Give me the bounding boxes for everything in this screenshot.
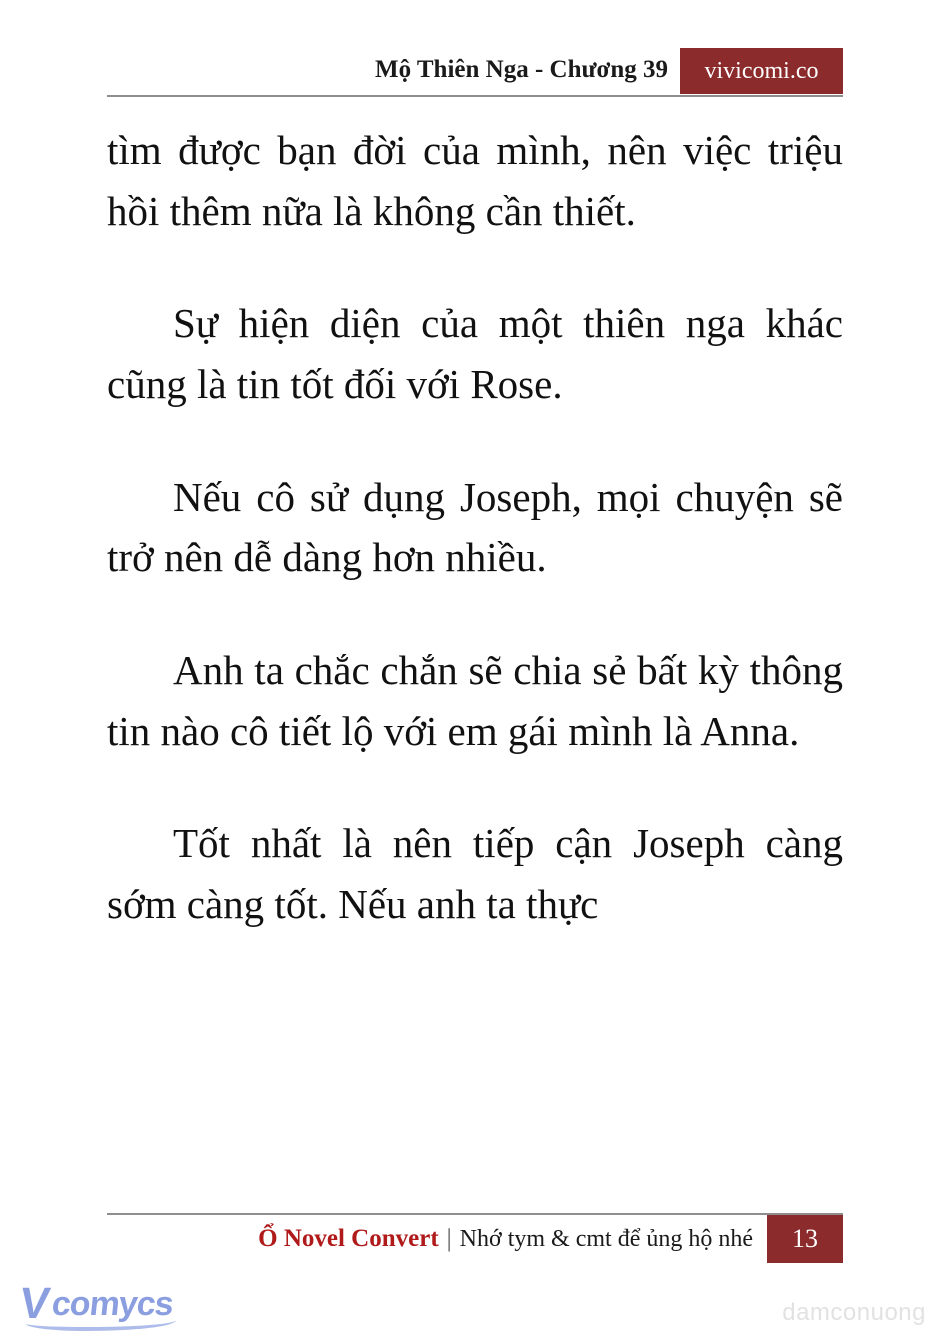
watermark-logo-mark: V <box>16 1279 53 1328</box>
watermark-swoosh-icon <box>26 1313 176 1331</box>
header-divider <box>107 95 843 97</box>
footer-brand: Ổ Novel Convert <box>258 1225 439 1252</box>
paragraph: Nếu cô sử dụng Joseph, mọi chuyện sẽ trở nên dễ dàng hơn nhiều. <box>107 473 843 581</box>
footer-note: Nhớ tym & cmt để ủng hộ nhé <box>459 1226 753 1252</box>
paragraph: Anh ta chắc chắn sẽ chia sẻ bất kỳ thông tin nào cô tiết lộ với em gái mình là Anna. <box>107 647 843 754</box>
page-content <box>107 120 843 935</box>
footer-separator: | <box>446 1225 452 1252</box>
watermark-logo <box>18 1273 198 1335</box>
paragraph: Sự hiện diện của một thiên nga khác cũng là tin tốt đối với Rose. <box>107 300 843 408</box>
paragraph: Tốt nhất là nên tiếp cận Joseph càng sớm càng tốt. Nếu anh ta thực <box>107 820 843 928</box>
chapter-title: Mộ Thiên Nga - Chương 39 <box>374 56 668 83</box>
page-header <box>107 48 843 96</box>
site-badge: vivicomi.co <box>680 48 843 94</box>
page-footer <box>107 1213 843 1267</box>
watermark-logo-text: comycs <box>50 1285 175 1323</box>
watermark-right: damconuong <box>782 1299 926 1326</box>
page-number: 13 <box>767 1215 843 1263</box>
paragraph: tìm được bạn đời của mình, nên việc triệu hồi thêm nữa là không cần thiết. <box>107 127 843 234</box>
